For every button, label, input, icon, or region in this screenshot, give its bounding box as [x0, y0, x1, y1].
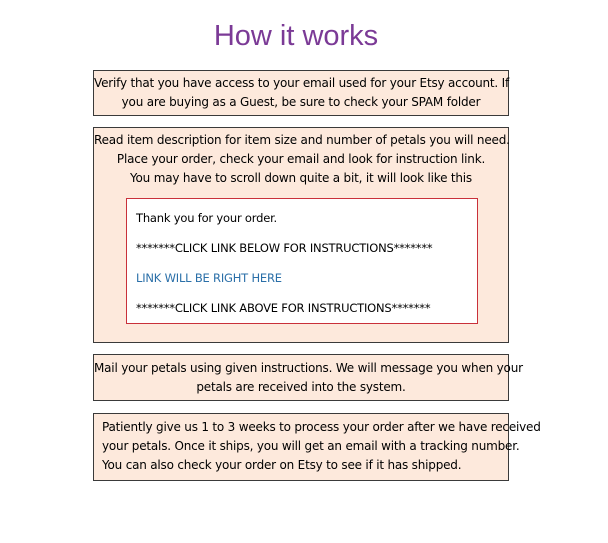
step-text-line: Mail your petals using given instructions. We will message you when your	[94, 361, 523, 375]
step-text-line: Place your order, check your email and look for instruction link.	[116, 152, 486, 166]
sample-thanks-text: Thank you for your order.	[136, 211, 277, 225]
page-title: How it works	[213, 20, 379, 52]
step-text-line: petals are received into the system.	[196, 380, 406, 394]
sample-order-email	[126, 198, 478, 324]
step-text-line: Verify that you have access to your email used for your Etsy account. If	[94, 76, 510, 90]
sample-click-above-text: *******CLICK LINK ABOVE FOR INSTRUCTIONS*******	[136, 301, 431, 315]
step-text-line: you are buying as a Guest, be sure to check your SPAM folder	[121, 95, 481, 109]
step-text-line: You may have to scroll down quite a bit, it will look like this	[130, 171, 472, 185]
sample-click-below-text: *******CLICK LINK BELOW FOR INSTRUCTIONS*******	[136, 241, 433, 255]
step-text-line: your petals. Once it ships, you will get an email with a tracking number.	[102, 439, 520, 453]
step-verify-email	[93, 70, 509, 116]
step-mail-petals	[93, 354, 523, 401]
sample-instruction-link[interactable]: LINK WILL BE RIGHT HERE	[136, 271, 282, 285]
step-text-line: Patiently give us 1 to 3 weeks to process your order after we have received	[102, 420, 541, 434]
step-place-order	[93, 127, 509, 343]
step-processing-shipping	[93, 413, 541, 481]
step-text-line: Read item description for item size and number of petals you will need.	[94, 133, 510, 147]
step-text-line: You can also check your order on Etsy to see if it has shipped.	[102, 458, 462, 472]
